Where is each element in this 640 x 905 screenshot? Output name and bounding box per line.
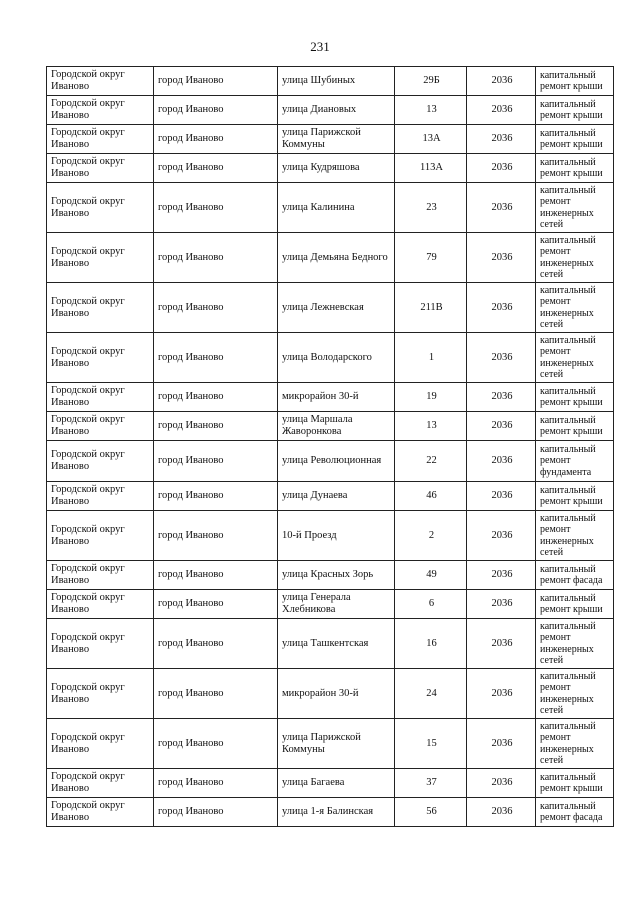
house-number-cell: 1 bbox=[395, 333, 467, 383]
municipality-cell: Городской округ Иваново bbox=[47, 412, 154, 441]
street-cell: улица Революционная bbox=[278, 441, 395, 482]
municipality-cell: Городской округ Иваново bbox=[47, 619, 154, 669]
settlement-cell: город Иваново bbox=[154, 96, 278, 125]
house-number-cell: 15 bbox=[395, 719, 467, 769]
street-cell: улица Генерала Хлебникова bbox=[278, 590, 395, 619]
house-number-cell: 24 bbox=[395, 669, 467, 719]
settlement-cell: город Иваново bbox=[154, 383, 278, 412]
settlement-cell: город Иваново bbox=[154, 183, 278, 233]
settlement-cell: город Иваново bbox=[154, 441, 278, 482]
table-row bbox=[47, 669, 614, 719]
table-row bbox=[47, 67, 614, 96]
year-cell: 2036 bbox=[467, 482, 536, 511]
house-number-cell: 49 bbox=[395, 561, 467, 590]
settlement-cell: город Иваново bbox=[154, 154, 278, 183]
settlement-cell: город Иваново bbox=[154, 719, 278, 769]
house-number-cell: 2 bbox=[395, 511, 467, 561]
house-number-cell: 6 bbox=[395, 590, 467, 619]
house-number-cell: 29Б bbox=[395, 67, 467, 96]
municipality-cell: Городской округ Иваново bbox=[47, 125, 154, 154]
work-type-cell: капитальный ремонт крыши bbox=[536, 383, 614, 412]
municipality-cell: Городской округ Иваново bbox=[47, 233, 154, 283]
street-cell: улица Красных Зорь bbox=[278, 561, 395, 590]
year-cell: 2036 bbox=[467, 125, 536, 154]
work-type-cell: капитальный ремонт крыши bbox=[536, 125, 614, 154]
work-type-cell: капитальный ремонт фундамента bbox=[536, 441, 614, 482]
street-cell: улица Демьяна Бедного bbox=[278, 233, 395, 283]
year-cell: 2036 bbox=[467, 154, 536, 183]
year-cell: 2036 bbox=[467, 233, 536, 283]
house-number-cell: 13А bbox=[395, 125, 467, 154]
municipality-cell: Городской округ Иваново bbox=[47, 441, 154, 482]
house-number-cell: 56 bbox=[395, 798, 467, 827]
work-type-cell: капитальный ремонт фасада bbox=[536, 798, 614, 827]
year-cell: 2036 bbox=[467, 669, 536, 719]
work-type-cell: капитальный ремонт инженерных сетей bbox=[536, 511, 614, 561]
street-cell: улица Ташкентская bbox=[278, 619, 395, 669]
municipality-cell: Городской округ Иваново bbox=[47, 719, 154, 769]
house-number-cell: 37 bbox=[395, 769, 467, 798]
table-row bbox=[47, 482, 614, 511]
year-cell: 2036 bbox=[467, 333, 536, 383]
work-type-cell: капитальный ремонт инженерных сетей bbox=[536, 283, 614, 333]
table-row bbox=[47, 798, 614, 827]
house-number-cell: 79 bbox=[395, 233, 467, 283]
settlement-cell: город Иваново bbox=[154, 233, 278, 283]
street-cell: улица Калинина bbox=[278, 183, 395, 233]
street-cell: улица Володарского bbox=[278, 333, 395, 383]
street-cell: улица 1-я Балинская bbox=[278, 798, 395, 827]
street-cell: улица Парижской Коммуны bbox=[278, 125, 395, 154]
year-cell: 2036 bbox=[467, 67, 536, 96]
table-row bbox=[47, 719, 614, 769]
house-number-cell: 23 bbox=[395, 183, 467, 233]
house-number-cell: 46 bbox=[395, 482, 467, 511]
street-cell: улица Багаева bbox=[278, 769, 395, 798]
year-cell: 2036 bbox=[467, 283, 536, 333]
street-cell: улица Лежневская bbox=[278, 283, 395, 333]
street-cell: 10-й Проезд bbox=[278, 511, 395, 561]
settlement-cell: город Иваново bbox=[154, 590, 278, 619]
year-cell: 2036 bbox=[467, 383, 536, 412]
registry-table-body bbox=[47, 67, 614, 827]
municipality-cell: Городской округ Иваново bbox=[47, 183, 154, 233]
work-type-cell: капитальный ремонт фасада bbox=[536, 561, 614, 590]
table-row bbox=[47, 441, 614, 482]
work-type-cell: капитальный ремонт инженерных сетей bbox=[536, 233, 614, 283]
settlement-cell: город Иваново bbox=[154, 669, 278, 719]
table-row bbox=[47, 412, 614, 441]
year-cell: 2036 bbox=[467, 561, 536, 590]
municipality-cell: Городской округ Иваново bbox=[47, 769, 154, 798]
table-row bbox=[47, 511, 614, 561]
street-cell: улица Кудряшова bbox=[278, 154, 395, 183]
year-cell: 2036 bbox=[467, 96, 536, 125]
table-row bbox=[47, 333, 614, 383]
work-type-cell: капитальный ремонт инженерных сетей bbox=[536, 719, 614, 769]
work-type-cell: капитальный ремонт инженерных сетей bbox=[536, 183, 614, 233]
settlement-cell: город Иваново bbox=[154, 67, 278, 96]
street-cell: улица Дунаева bbox=[278, 482, 395, 511]
table-row bbox=[47, 183, 614, 233]
municipality-cell: Городской округ Иваново bbox=[47, 333, 154, 383]
page-number: 231 bbox=[310, 39, 330, 54]
work-type-cell: капитальный ремонт крыши bbox=[536, 67, 614, 96]
street-cell: улица Парижской Коммуны bbox=[278, 719, 395, 769]
settlement-cell: город Иваново bbox=[154, 561, 278, 590]
work-type-cell: капитальный ремонт крыши bbox=[536, 769, 614, 798]
year-cell: 2036 bbox=[467, 719, 536, 769]
municipality-cell: Городской округ Иваново bbox=[47, 383, 154, 412]
house-number-cell: 13 bbox=[395, 96, 467, 125]
municipality-cell: Городской округ Иваново bbox=[47, 669, 154, 719]
table-row bbox=[47, 619, 614, 669]
year-cell: 2036 bbox=[467, 511, 536, 561]
settlement-cell: город Иваново bbox=[154, 798, 278, 827]
work-type-cell: капитальный ремонт инженерных сетей bbox=[536, 333, 614, 383]
year-cell: 2036 bbox=[467, 798, 536, 827]
year-cell: 2036 bbox=[467, 183, 536, 233]
table-row bbox=[47, 154, 614, 183]
settlement-cell: город Иваново bbox=[154, 511, 278, 561]
municipality-cell: Городской округ Иваново bbox=[47, 96, 154, 125]
table-row bbox=[47, 96, 614, 125]
work-type-cell: капитальный ремонт инженерных сетей bbox=[536, 619, 614, 669]
settlement-cell: город Иваново bbox=[154, 619, 278, 669]
street-cell: улица Диановых bbox=[278, 96, 395, 125]
work-type-cell: капитальный ремонт крыши bbox=[536, 482, 614, 511]
street-cell: улица Шубиных bbox=[278, 67, 395, 96]
street-cell: микрорайон 30-й bbox=[278, 669, 395, 719]
municipality-cell: Городской округ Иваново bbox=[47, 154, 154, 183]
year-cell: 2036 bbox=[467, 619, 536, 669]
year-cell: 2036 bbox=[467, 769, 536, 798]
house-number-cell: 16 bbox=[395, 619, 467, 669]
house-number-cell: 13 bbox=[395, 412, 467, 441]
settlement-cell: город Иваново bbox=[154, 769, 278, 798]
settlement-cell: город Иваново bbox=[154, 412, 278, 441]
municipality-cell: Городской округ Иваново bbox=[47, 67, 154, 96]
work-type-cell: капитальный ремонт крыши bbox=[536, 412, 614, 441]
work-type-cell: капитальный ремонт крыши bbox=[536, 96, 614, 125]
registry-table bbox=[46, 66, 614, 827]
settlement-cell: город Иваново bbox=[154, 333, 278, 383]
table-row bbox=[47, 561, 614, 590]
house-number-cell: 22 bbox=[395, 441, 467, 482]
house-number-cell: 19 bbox=[395, 383, 467, 412]
table-row bbox=[47, 233, 614, 283]
work-type-cell: капитальный ремонт крыши bbox=[536, 154, 614, 183]
municipality-cell: Городской округ Иваново bbox=[47, 283, 154, 333]
municipality-cell: Городской округ Иваново bbox=[47, 482, 154, 511]
table-row bbox=[47, 590, 614, 619]
settlement-cell: город Иваново bbox=[154, 125, 278, 154]
street-cell: микрорайон 30-й bbox=[278, 383, 395, 412]
table-row bbox=[47, 283, 614, 333]
year-cell: 2036 bbox=[467, 590, 536, 619]
municipality-cell: Городской округ Иваново bbox=[47, 511, 154, 561]
work-type-cell: капитальный ремонт крыши bbox=[536, 590, 614, 619]
table-row bbox=[47, 125, 614, 154]
street-cell: улица Маршала Жаворонкова bbox=[278, 412, 395, 441]
municipality-cell: Городской округ Иваново bbox=[47, 590, 154, 619]
year-cell: 2036 bbox=[467, 441, 536, 482]
table-row bbox=[47, 383, 614, 412]
settlement-cell: город Иваново bbox=[154, 283, 278, 333]
municipality-cell: Городской округ Иваново bbox=[47, 561, 154, 590]
year-cell: 2036 bbox=[467, 412, 536, 441]
house-number-cell: 211В bbox=[395, 283, 467, 333]
settlement-cell: город Иваново bbox=[154, 482, 278, 511]
work-type-cell: капитальный ремонт инженерных сетей bbox=[536, 669, 614, 719]
municipality-cell: Городской округ Иваново bbox=[47, 798, 154, 827]
house-number-cell: 113А bbox=[395, 154, 467, 183]
table-row bbox=[47, 769, 614, 798]
